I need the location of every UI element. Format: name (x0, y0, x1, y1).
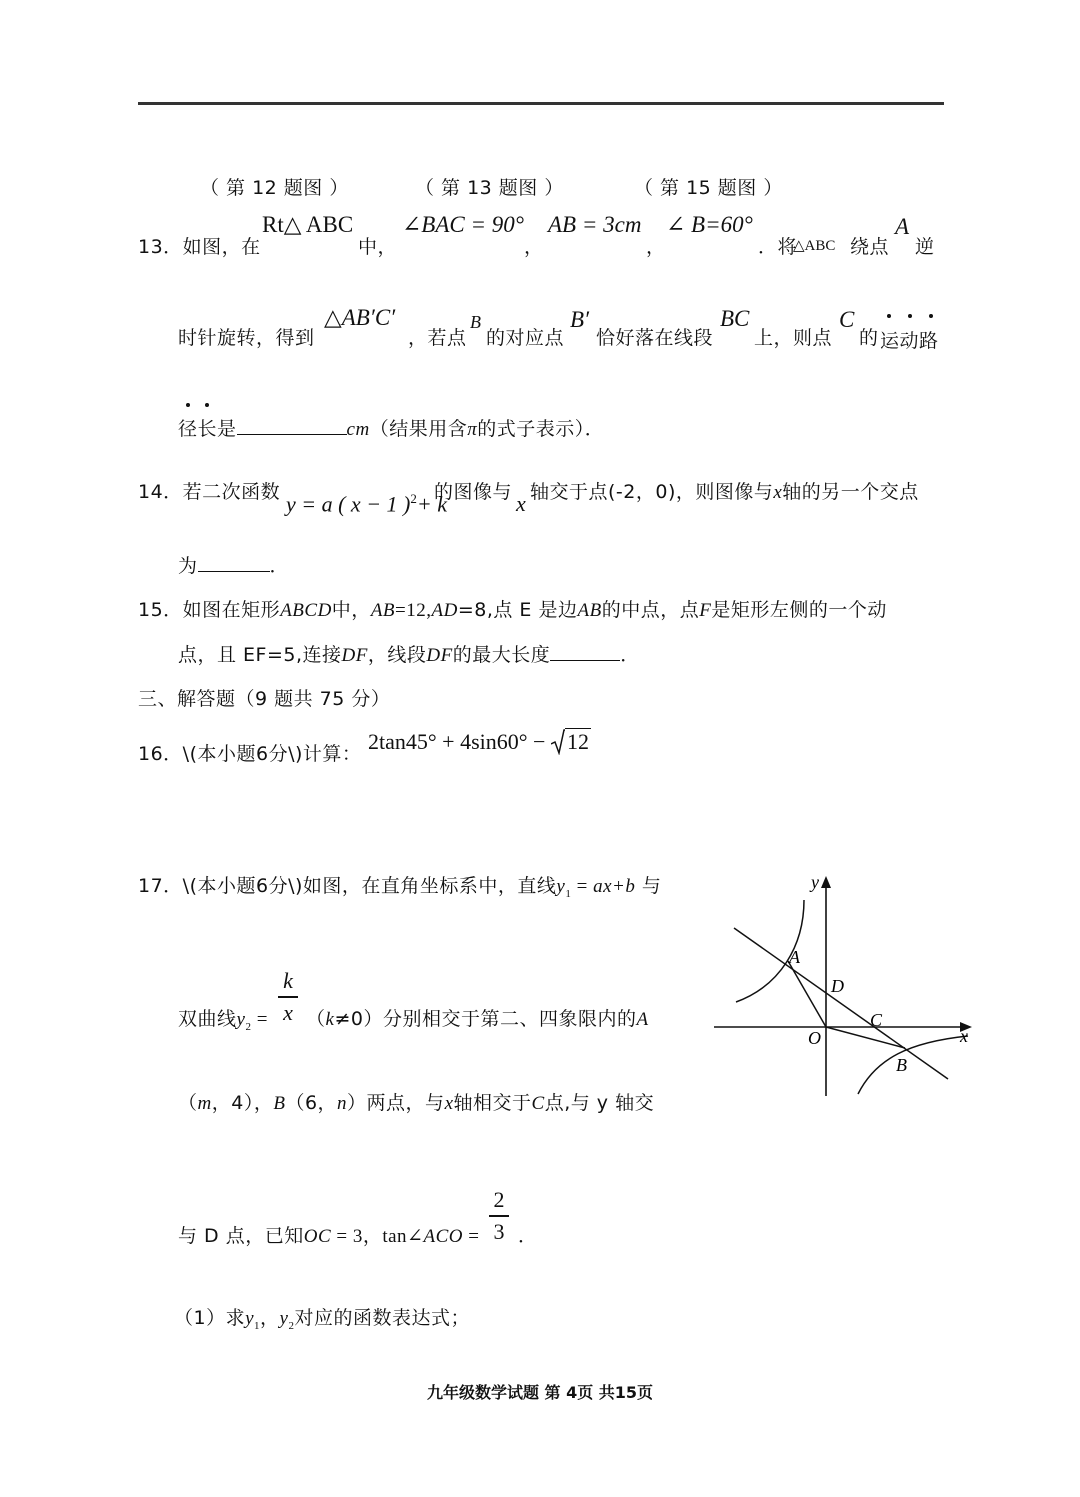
q17-line4: 与 D 点，已知OC = 3，tan∠ACO = (178, 1225, 480, 1247)
q17-line1: 17．\(本小题6分\)如图，在直角坐标系中，直线$y_1 = ax+b$ 与 (138, 875, 662, 900)
hyperbola-branch-lower (858, 1036, 968, 1094)
q13-emphasis-1: 运动路 (880, 330, 939, 352)
q13-seg-bc: BC (720, 306, 750, 331)
label-a: A (789, 947, 800, 967)
q13-ni: 逆 (915, 236, 935, 258)
q13-line2-c: 的对应点 (486, 327, 565, 349)
q16-expression: 2tan45° + 4sin60° − 12 (368, 729, 589, 754)
label-y: y (811, 872, 819, 892)
q13-point-c: C (839, 307, 855, 332)
label-d: D (831, 976, 844, 996)
page-footer: 九年级数学试题 第 4页 共15页 (426, 1383, 654, 1402)
q17-line3: （m，4），B（6，n）两点，与x轴相交于C点,与 y 轴交 (178, 1092, 655, 1114)
q13-tri-small: △ABC (793, 238, 836, 254)
q14-var-x: x (516, 491, 526, 516)
sqrt-sign-icon (551, 729, 565, 755)
q13-line2-e: 上，则点 (754, 327, 833, 349)
q14-line2: 为 ． (178, 555, 290, 577)
q16-number: 16．\(本小题6分\)计算： (138, 743, 362, 765)
q13-number: 13．如图，在 (138, 236, 261, 258)
emphasis-dot (887, 314, 891, 318)
caption-fig13: （ 第 13 题图 ） (415, 177, 564, 199)
emphasis-dot (908, 314, 912, 318)
q13-comma2: ， (646, 236, 666, 258)
q15-line2: 点，且 EF=5,连接DF，线段DF的最大长度 ． (178, 644, 640, 666)
emphasis-dot (205, 403, 209, 407)
emphasis-dot (929, 314, 933, 318)
label-b: B (896, 1055, 907, 1075)
q14-formula: y = a ( x − 1 )$^2$+ k (286, 491, 447, 517)
label-o: O (808, 1028, 821, 1048)
label-c: C (870, 1010, 883, 1030)
q13-point-b: B (470, 312, 481, 332)
q17-part1: （1）求$y_1$，$y_2$对应的函数表达式； (174, 1307, 470, 1332)
q13-line2-b: ，若点 (408, 327, 467, 349)
segment-oa (788, 961, 826, 1027)
q13-line2-f: 的 (859, 327, 879, 349)
q17-coordinate-graph (700, 866, 990, 1106)
q13-tri-prime: △AB′C′ (324, 305, 396, 330)
q13-rotate1: ．将 (758, 236, 798, 258)
q17-fraction-k-over-x: k x (278, 968, 298, 1026)
line-y1 (734, 928, 948, 1079)
q13-line3: 径长是 cm（结果用含π的式子表示）． (178, 418, 605, 440)
q13-triangle: Rt△ ABC (262, 212, 354, 237)
label-x: x (960, 1026, 968, 1046)
caption-fig12: （ 第 12 题图 ） (200, 177, 349, 199)
q14-text1: 的图像与 (434, 481, 513, 503)
q13-comma1: ， (524, 236, 544, 258)
q13-ab: AB = 3cm (548, 212, 642, 237)
q13-rotate2: 绕点 (850, 236, 890, 258)
q13-angle-bac: ∠BAC = 90° (402, 212, 524, 237)
section-3-heading: 三、解答题（9 题共 75 分） (138, 688, 391, 710)
q13-angle-b: ∠ B=60° (666, 212, 753, 237)
q17-line2-a: 双曲线$y_2$ = (178, 1008, 268, 1033)
q13-line2-a: 时针旋转，得到 (178, 327, 315, 349)
q14-number: 14．若二次函数 (138, 481, 281, 503)
q13-point-bp: B′ (570, 307, 590, 332)
top-rule (138, 102, 944, 105)
segment-ob (826, 1027, 905, 1048)
q17-fraction-two-thirds: 2 3 (489, 1187, 509, 1245)
caption-fig15: （ 第 15 题图 ） (634, 177, 783, 199)
q17-line4-end: ． (518, 1225, 538, 1247)
q17-line2-b: （k≠0）分别相交于第二、四象限内的A (306, 1008, 649, 1030)
emphasis-dot (186, 403, 190, 407)
q13-line2-d: 恰好落在线段 (596, 327, 714, 349)
q13-point-a: A (895, 214, 910, 239)
q15-line1: 15．如图在矩形ABCD中，AB=12,AD=8,点 E 是边AB的中点，点F是矩形左侧的一个动 (138, 599, 887, 621)
q14-text2: 轴交于点(-2，0)，则图像与x轴的另一个交点 (530, 481, 919, 503)
y-axis-arrow-icon (821, 876, 831, 888)
q13-zhong: 中， (358, 236, 398, 258)
